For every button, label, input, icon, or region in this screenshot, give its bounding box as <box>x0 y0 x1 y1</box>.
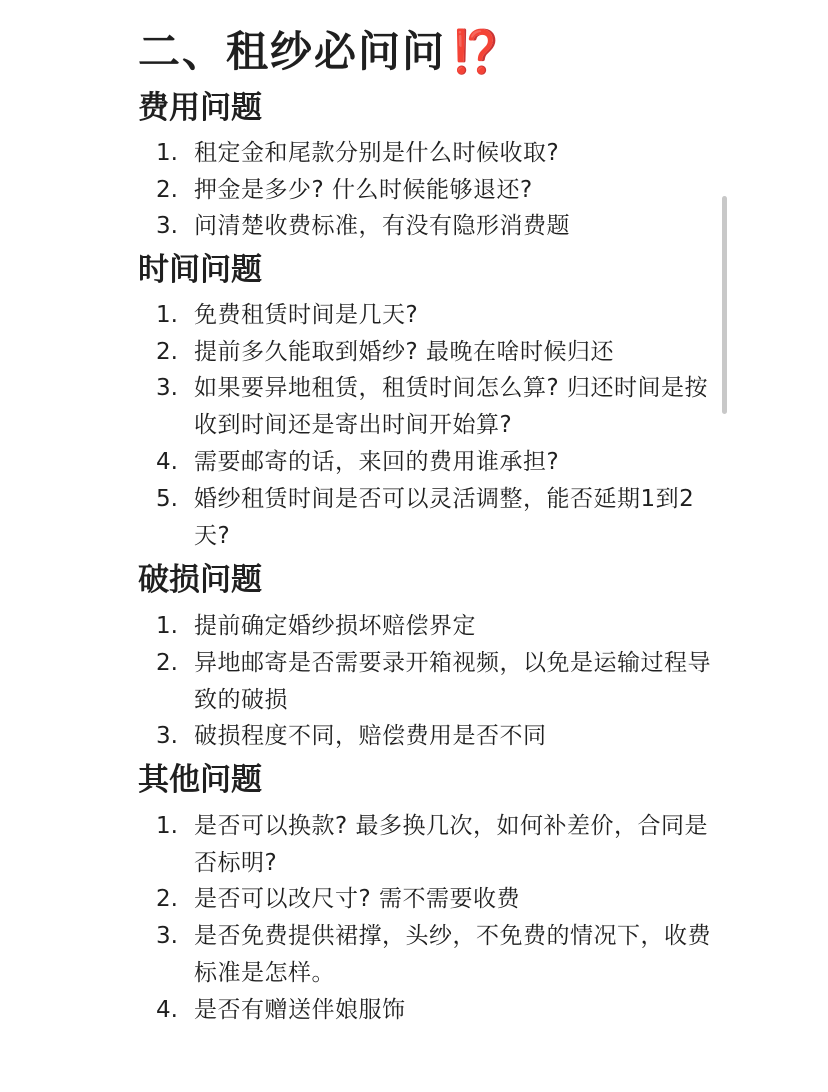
list-item-text: 是否免费提供裙撑，头纱，不免费的情况下，收费标准是怎样。 <box>194 923 711 986</box>
list-item <box>156 481 716 554</box>
list-item <box>156 918 716 991</box>
list-item-number: 1. <box>156 813 178 839</box>
list-item-text: 问清楚收费标准，有没有隐形消费题 <box>194 213 570 239</box>
list-item <box>156 881 716 918</box>
list-item-number: 3. <box>156 723 178 749</box>
list-item <box>156 608 716 645</box>
list-item-number: 4. <box>156 997 178 1023</box>
list-item-text: 是否有赠送伴娘服饰 <box>194 997 406 1023</box>
list-item <box>156 135 716 172</box>
list-item <box>156 444 716 481</box>
list-item-text: 需要邮寄的话，来回的费用谁承担? <box>194 449 560 475</box>
list-item-text: 如果要异地租赁，租赁时间怎么算? 归还时间是按收到时间还是寄出时间开始算? <box>194 375 709 438</box>
list-item-number: 2. <box>156 886 178 912</box>
list-item-number: 4. <box>156 449 178 475</box>
list-item-number: 2. <box>156 650 178 676</box>
list-item-text: 是否可以改尺寸? 需不需要收费 <box>194 886 521 912</box>
list-item <box>156 334 716 371</box>
list-item-number: 5. <box>156 486 178 512</box>
page-title-text: 二、租纱必问问 <box>138 27 447 76</box>
list-item-number: 1. <box>156 302 178 328</box>
list-item-text: 婚纱租赁时间是否可以灵活调整，能否延期1到2天? <box>194 486 695 549</box>
list-item-number: 3. <box>156 923 178 949</box>
list-item-number: 3. <box>156 213 178 239</box>
list-item <box>156 172 716 209</box>
list-item-text: 免费租赁时间是几天? <box>194 302 419 328</box>
scrollbar[interactable] <box>722 196 727 414</box>
section-heading-other: 其他问题 <box>138 762 262 798</box>
exclamation-question-icon: ⁉️ <box>450 27 499 76</box>
list-item <box>156 297 716 334</box>
list-item <box>156 992 716 1029</box>
list-item <box>156 208 716 245</box>
list-item <box>156 370 716 443</box>
list-item-text: 提前确定婚纱损坏赔偿界定 <box>194 613 476 639</box>
list-item-text: 提前多久能取到婚纱? 最晚在啥时候归还 <box>194 339 615 365</box>
list-item <box>156 645 716 718</box>
list-item-text: 是否可以换款? 最多换几次，如何补差价，合同是否标明? <box>194 813 709 876</box>
list-item <box>156 718 716 755</box>
list-item-number: 2. <box>156 339 178 365</box>
list-item-text: 异地邮寄是否需要录开箱视频，以免是运输过程导致的破损 <box>194 650 711 713</box>
list-item-text: 租定金和尾款分别是什么时候收取? <box>194 140 560 166</box>
list-item-number: 1. <box>156 613 178 639</box>
section-heading-fees: 费用问题 <box>138 90 262 126</box>
list-item <box>156 808 716 881</box>
list-item-number: 2. <box>156 177 178 203</box>
section-heading-damage: 破损问题 <box>138 562 262 598</box>
list-item-text: 押金是多少? 什么时候能够退还? <box>194 177 533 203</box>
list-item-number: 1. <box>156 140 178 166</box>
list-item-text: 破损程度不同，赔偿费用是否不同 <box>194 723 547 749</box>
list-item-number: 3. <box>156 375 178 401</box>
section-heading-time: 时间问题 <box>138 252 262 288</box>
page-title <box>138 22 498 82</box>
